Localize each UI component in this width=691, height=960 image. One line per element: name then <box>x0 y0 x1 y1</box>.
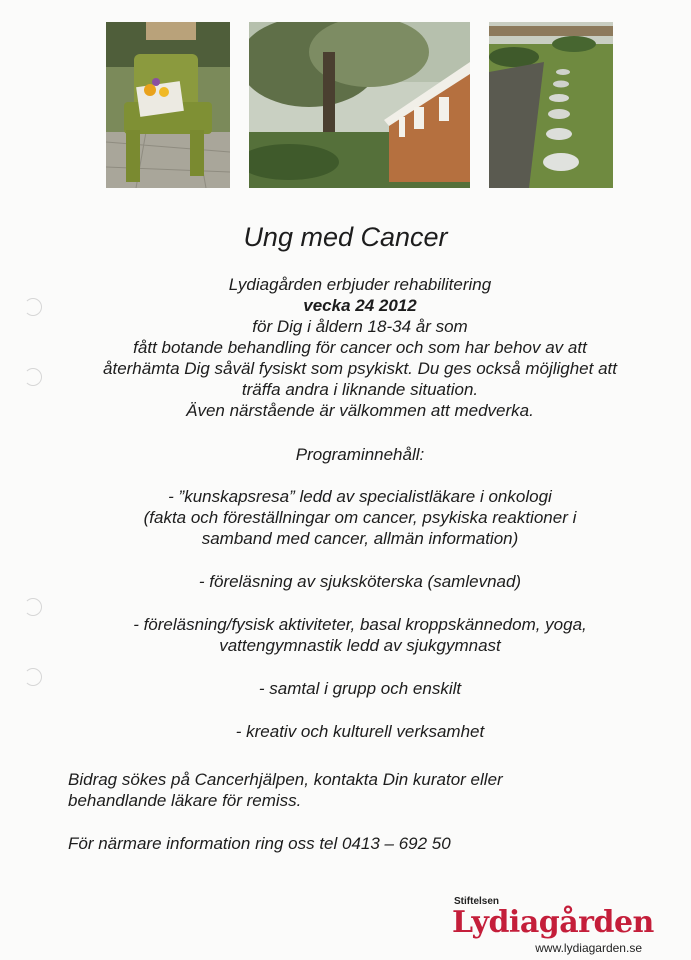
tree-and-house-photo <box>249 22 470 188</box>
program-item-line: - ”kunskapsresa” ledd av specialistläkare i onkologi <box>168 487 552 506</box>
program-item <box>50 486 670 549</box>
punch-hole-mark <box>24 598 42 616</box>
intro-line: Lydiagården erbjuder rehabilitering <box>228 275 492 294</box>
moss-chair-photo <box>106 22 230 188</box>
intro-line: träffa andra i liknande situation. <box>241 380 479 399</box>
intro-line: Även närstående är välkommen att medverka. <box>186 401 534 420</box>
punch-hole-mark <box>24 668 42 686</box>
page-title: Ung med Cancer <box>243 222 448 252</box>
punch-hole-mark <box>24 368 42 386</box>
program-item-line: - föreläsning/fysisk aktiviteter, basal kroppskännedom, yoga, <box>133 615 587 634</box>
program-item <box>50 571 670 592</box>
program-item <box>50 678 670 699</box>
program-heading: Programinnehåll: <box>295 445 425 464</box>
program-item-line: - samtal i grupp och enskilt <box>258 679 462 698</box>
program-item-line: vattengymnastik ledd av sjukgymnast <box>219 636 501 655</box>
intro-line: fått botande behandling för cancer och som har behov av att <box>133 338 587 357</box>
lydiagarden-logo <box>452 896 652 955</box>
intro-line: återhämta Dig såväl fysiskt som psykiskt. Du ges också möjlighet att <box>103 359 617 378</box>
logo-url[interactable]: www.lydiagarden.se <box>535 941 642 955</box>
program-item-line: samband med cancer, allmän information) <box>201 529 519 548</box>
contact-line: För närmare information ring oss tel 0413 – 692 50 <box>68 834 451 853</box>
program-item-line: (fakta och föreställningar om cancer, psykiska reaktioner i <box>143 508 577 527</box>
logo-name: Lydiagården <box>452 905 654 940</box>
funding-line: behandlande läkare för remiss. <box>68 791 302 810</box>
program-item-line: - kreativ och kulturell verksamhet <box>235 722 485 741</box>
program-item <box>50 721 670 742</box>
funding-line: Bidrag sökes på Cancerhjälpen, kontakta Din kurator eller <box>68 770 503 789</box>
stepping-stones-photo <box>489 22 613 188</box>
intro-paragraph <box>50 274 670 421</box>
punch-hole-mark <box>24 298 42 316</box>
week-line: vecka 24 2012 <box>303 296 417 315</box>
intro-line: för Dig i åldern 18-34 år som <box>252 317 468 336</box>
funding-paragraph <box>68 769 668 811</box>
program-item <box>50 614 670 656</box>
program-item-line: - föreläsning av sjuksköterska (samlevnad) <box>198 572 522 591</box>
logo-small-text: Stiftelsen <box>454 896 500 907</box>
